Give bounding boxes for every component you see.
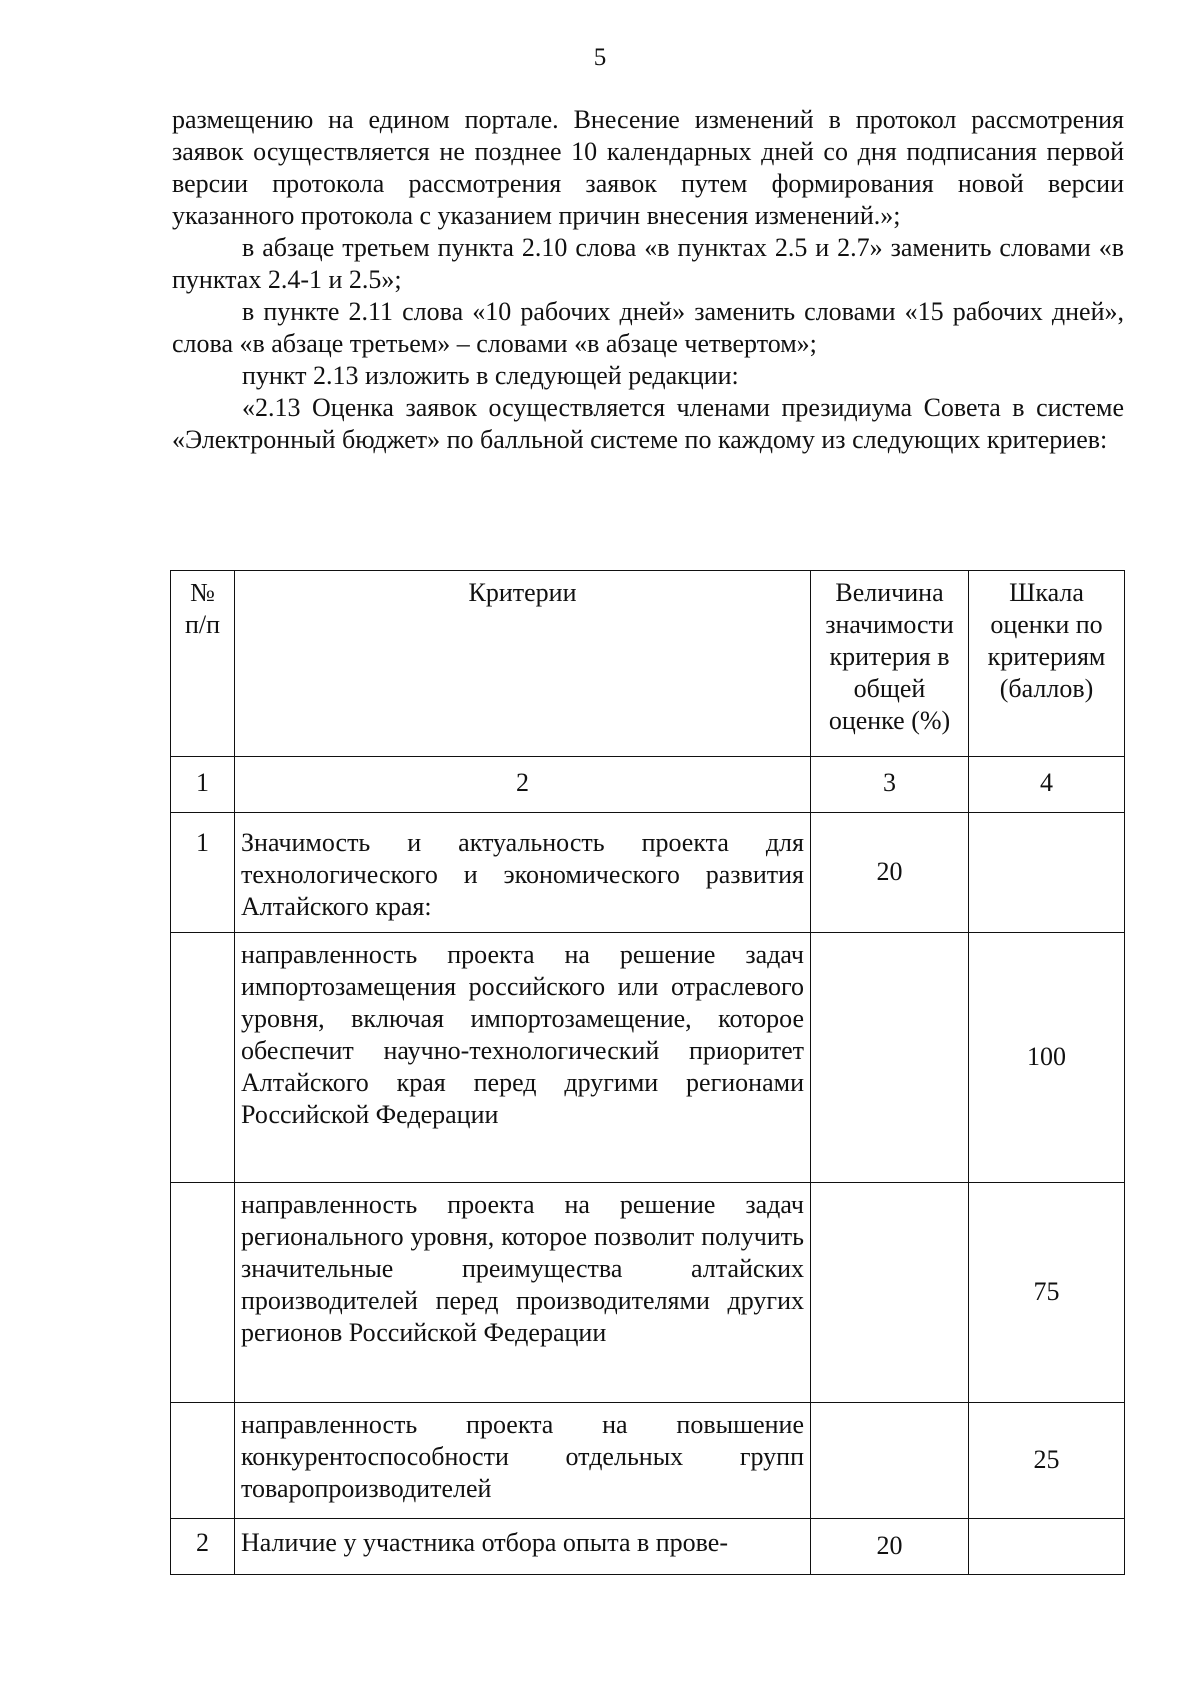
table-row [171, 933, 1125, 1183]
paragraph-item-2-13-text: «2.13 Оценка заявок осуществляется членами президиума Совета в системе «Электронный бюджет» по балльной системе по каждому из следующих критериев: [172, 393, 1124, 454]
criterion-text: направленность проекта на решение задач регионального уровня, которое позволит получить значительные преимущества алтайских производителей перед производителями других регионов Российской Федерации [235, 1183, 811, 1403]
page-number: 5 [593, 44, 607, 71]
column-number: 1 [171, 757, 235, 813]
criterion-scale: 75 [969, 1183, 1125, 1403]
row-number [171, 933, 235, 1183]
criterion-scale: 100 [969, 933, 1125, 1183]
paragraph-item-2-10: в абзаце третьем пункта 2.10 слова «в пунктах 2.5 и 2.7» заменить словами «в пунктах 2.4-1 и 2.5»; [172, 233, 1124, 294]
criterion-text: Наличие у участника отбора опыта в прове- [235, 1519, 811, 1575]
criterion-scale: 25 [969, 1403, 1125, 1519]
table-row [171, 1519, 1125, 1575]
row-number [171, 1403, 235, 1519]
criterion-weight: 20 [811, 813, 969, 933]
criterion-scale [969, 1519, 1125, 1575]
criterion-text: Значимость и актуальность проекта для технологического и экономического развития Алтайского края: [235, 813, 811, 933]
header-scale: Шкала оценки по критериям (баллов) [969, 571, 1125, 757]
criterion-weight [811, 1403, 969, 1519]
header-num: № п/п [171, 571, 235, 757]
criterion-weight [811, 933, 969, 1183]
criterion-weight: 20 [811, 1519, 969, 1575]
table-row [171, 1183, 1125, 1403]
document-body [172, 104, 1124, 456]
column-number: 2 [235, 757, 811, 813]
table-row [171, 1403, 1125, 1519]
column-number: 3 [811, 757, 969, 813]
paragraph-item-2-11: в пункте 2.11 слова «10 рабочих дней» заменить словами «15 рабочих дней», слова «в абзаце третьем» – словами «в абзаце четвертом»; [172, 297, 1124, 358]
column-number: 4 [969, 757, 1125, 813]
criterion-text: направленность проекта на решение задач импортозамещения российского или отраслевого уровня, включая импортозамещение, которое обеспечит научно-технологический приоритет Алтайского края перед другими регионами Российской Федерации [235, 933, 811, 1183]
column-number-row [171, 757, 1125, 813]
header-weight: Величина значимости критерия в общей оценке (%) [811, 571, 969, 757]
paragraph-continuation: размещению на едином портале. Внесение изменений в протокол рассмотрения заявок осуществляется не позднее 10 календарных дней со дня подписания первой версии протокола рассмотрения заявок путем формирования новой версии указанного протокола с указанием причин внесения изменений.»; [172, 105, 1124, 230]
criterion-text: направленность проекта на повышение конкурентоспособности отдельных групп товаропроизводителей [235, 1403, 811, 1519]
criterion-scale [969, 813, 1125, 933]
criteria-table [170, 570, 1125, 1575]
row-number: 2 [171, 1519, 235, 1575]
table-row [171, 813, 1125, 933]
criterion-weight [811, 1183, 969, 1403]
row-number [171, 1183, 235, 1403]
paragraph-item-2-13-intro: пункт 2.13 изложить в следующей редакции: [242, 361, 739, 390]
table-header-row [171, 571, 1125, 757]
row-number: 1 [171, 813, 235, 933]
header-criteria: Критерии [235, 571, 811, 757]
